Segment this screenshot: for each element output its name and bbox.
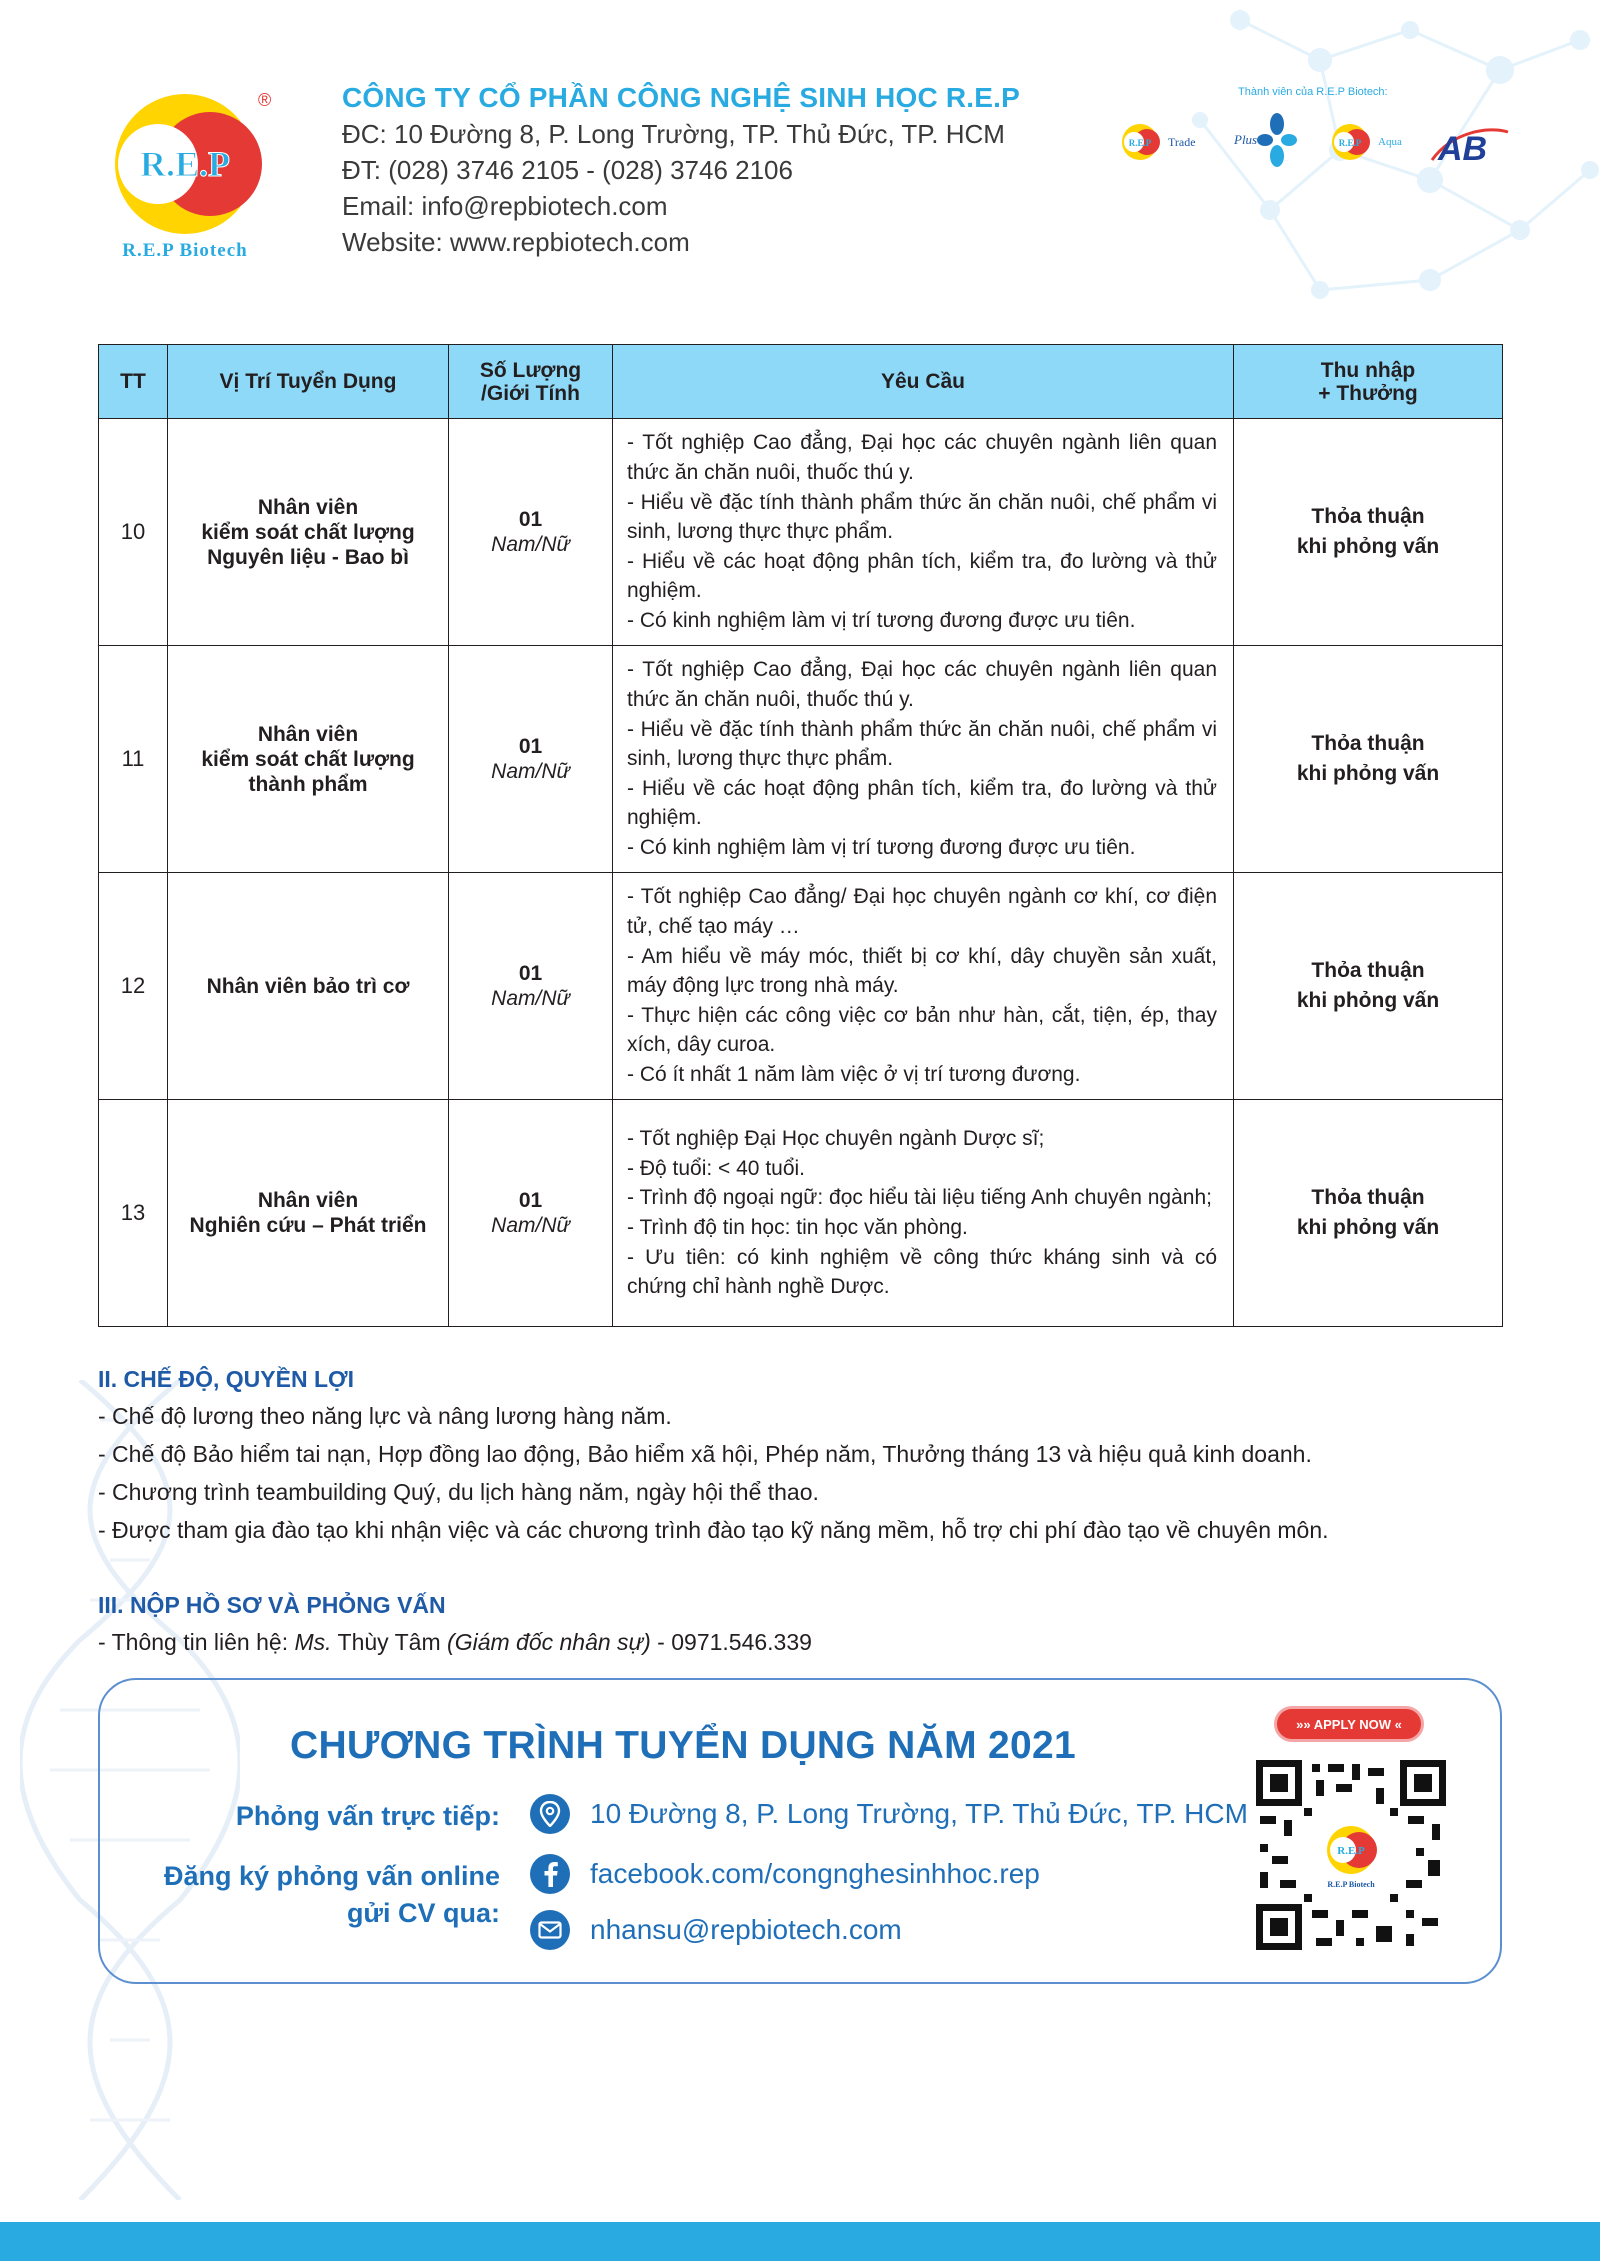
footer-bar [0, 2222, 1600, 2261]
header-quantity [449, 345, 613, 419]
row-pay [1234, 1100, 1503, 1327]
qr-caption: R.E.P Biotech [1327, 1880, 1375, 1889]
benefit-item: - Được tham gia đào tạo khi nhận việc và các chương trình đào tạo kỹ năng mềm, hỗ trợ chi phí đào tạo về chuyên môn. [98, 1517, 1329, 1543]
ab-logo-icon [1428, 126, 1512, 166]
member-rep-aqua [1328, 120, 1402, 164]
company-address: ĐC: 10 Đường 8, P. Long Trường, TP. Thủ Đức, TP. HCM [342, 119, 1005, 149]
position-line: Nhân viên [257, 495, 359, 519]
benefit-item: - Chế độ Bảo hiểm tai nạn, Hợp đồng lao động, Bảo hiểm xã hội, Phép năm, Thưởng tháng 13 và hiệu quả kinh doanh. [98, 1441, 1312, 1467]
row-requirements [613, 1100, 1234, 1327]
rep-trade-logo-icon [1118, 120, 1166, 164]
quantity-number: 01 [518, 735, 543, 758]
requirement-item: - Trình độ ngoại ngữ: đọc hiểu tài liệu tiếng Anh chuyên ngành; [627, 1186, 1212, 1210]
row-number: 10 [99, 419, 168, 646]
requirement-item: - Độ tuổi: < 40 tuổi. [627, 1156, 806, 1180]
pay-line: Thỏa thuận [1311, 1186, 1425, 1209]
row-quantity [449, 419, 613, 646]
quantity-gender: Nam/Nữ [491, 760, 570, 783]
company-phone: ĐT: (028) 3746 2105 - (028) 3746 2106 [342, 155, 793, 185]
header-quantity-line2: /Giới Tính [481, 381, 580, 405]
row-number: 12 [99, 873, 168, 1100]
interview-address: 10 Đường 8, P. Long Trường, TP. Thủ Đức, TP. HCM [590, 1798, 1248, 1829]
position-line: kiểm soát chất lượng [201, 520, 415, 544]
svg-text:R.E.P: R.E.P [1338, 138, 1362, 148]
logo-caption: R.E.P Biotech [122, 240, 248, 261]
online-interview-label [164, 1858, 500, 1932]
hr-email-link[interactable]: nhansu@repbiotech.com [590, 1914, 902, 1945]
facebook-link[interactable]: facebook.com/congnghesinhhoc.rep [590, 1858, 1040, 1889]
requirement-item: - Tốt nghiệp Cao đẳng/ Đại học chuyên ngành cơ khí, cơ điện tử, chế tạo máy … [627, 885, 1217, 939]
pay-line: khi phỏng vấn [1296, 989, 1440, 1012]
contact-phone[interactable]: - 0971.546.339 [650, 1629, 812, 1655]
application-section [98, 1592, 812, 1661]
quantity-gender: Nam/Nữ [491, 1214, 570, 1237]
quantity-number: 01 [518, 962, 543, 985]
contact-role: (Giám đốc nhân sự) [447, 1629, 651, 1655]
jobs-table [98, 344, 1503, 1327]
row-quantity [449, 873, 613, 1100]
requirement-item: - Tốt nghiệp Cao đẳng, Đại học các chuyên ngành liên quan thức ăn chăn nuôi, thuốc thú y. [627, 431, 1217, 485]
online-label-line2: gửi CV qua: [346, 1898, 500, 1928]
contact-info [98, 1623, 812, 1661]
email-row [530, 1910, 902, 1950]
pay-line: khi phỏng vấn [1296, 535, 1440, 558]
quantity-number: 01 [518, 1189, 543, 1212]
row-pay [1234, 646, 1503, 873]
logo-text: R.E.P [140, 144, 230, 184]
header-position: Vị Trí Tuyển Dụng [168, 345, 449, 419]
row-requirements [613, 646, 1234, 873]
header-pay [1234, 345, 1503, 419]
member-plus [1234, 112, 1297, 168]
member-companies [1118, 86, 1518, 186]
table-header-row [99, 345, 1503, 419]
pay-line: Thỏa thuận [1311, 959, 1425, 982]
position-line: Nhân viên [257, 1189, 359, 1212]
requirement-item: - Hiểu về các hoạt động phân tích, kiểm tra, đo lường và thử nghiệm. [627, 776, 1217, 830]
position-line: Nhân viên [257, 722, 359, 746]
position-line: Nguyên liệu - Bao bì [207, 545, 409, 569]
requirement-item: - Ưu tiên: có kinh nghiệm về công thức kháng sinh và có chứng chỉ hành nghề Dược. [627, 1245, 1217, 1299]
row-number: 13 [99, 1100, 168, 1327]
table-row [99, 646, 1503, 873]
requirement-item: - Tốt nghiệp Cao đẳng, Đại học các chuyên ngành liên quan thức ăn chăn nuôi, thuốc thú y. [627, 658, 1217, 712]
mail-icon [530, 1910, 570, 1950]
member-ab-label: AB [1438, 130, 1488, 166]
position-line: thành phẩm [248, 772, 368, 796]
pay-line: khi phỏng vấn [1296, 1216, 1440, 1239]
quantity-gender: Nam/Nữ [491, 533, 570, 556]
member-plus-label: Plus [1234, 132, 1258, 147]
company-website[interactable]: Website: www.repbiotech.com [342, 227, 690, 257]
member-aqua-label: Aqua [1378, 136, 1402, 148]
requirement-item: - Có kinh nghiệm làm vị trí tương đương được ưu tiên. [627, 608, 1136, 632]
position-line: Nghiên cứu – Phát triển [189, 1214, 427, 1237]
row-number: 11 [99, 646, 168, 873]
online-label-line1: Đăng ký phỏng vấn online [163, 1861, 500, 1891]
company-info [342, 82, 1020, 258]
rep-aqua-logo-icon [1328, 120, 1376, 164]
registered-mark: ® [258, 90, 272, 110]
requirement-item: - Hiểu về đặc tính thành phẩm thức ăn chăn nuôi, chế phẩm vi sinh, lương thực thực phẩm. [627, 490, 1217, 544]
requirement-item: - Tốt nghiệp Đại Học chuyên ngành Dược sĩ; [627, 1127, 1045, 1151]
requirement-item: - Có ít nhất 1 năm làm việc ở vị trí tương đương. [627, 1062, 1081, 1086]
table-row [99, 419, 1503, 646]
facebook-row [530, 1854, 1040, 1894]
facebook-icon [530, 1854, 570, 1894]
row-position [168, 646, 449, 873]
header-pay-line2: + Thưởng [1318, 381, 1418, 405]
row-position [168, 873, 449, 1100]
requirement-item: - Trình độ tin học: tin học văn phòng. [627, 1216, 968, 1239]
benefit-item: - Chế độ lương theo năng lực và nâng lương hàng năm. [98, 1403, 672, 1429]
row-position [168, 1100, 449, 1327]
company-email[interactable]: Email: info@repbiotech.com [342, 191, 668, 221]
application-title: III. NỘP HỒ SƠ VÀ PHỎNG VẤN [98, 1592, 446, 1618]
table-row [99, 1100, 1503, 1327]
requirement-item: - Hiểu về các hoạt động phân tích, kiểm tra, đo lường và thử nghiệm. [627, 549, 1217, 603]
header-requirements: Yêu Cầu [613, 345, 1234, 419]
contact-prefix: - Thông tin liên hệ: [98, 1629, 295, 1655]
direct-interview-label: Phỏng vấn trực tiếp: [235, 1801, 500, 1831]
position-line: kiểm soát chất lượng [201, 747, 415, 771]
contact-name: Thùy Tâm [331, 1629, 448, 1655]
position-line: Nhân viên bảo trì cơ [206, 974, 410, 998]
requirement-item: - Am hiểu về máy móc, thiết bị cơ khí, dây chuyền sản xuất, máy động lực trong nhà máy. [627, 944, 1217, 998]
row-position [168, 419, 449, 646]
row-pay [1234, 419, 1503, 646]
header-tt: TT [99, 345, 168, 419]
apply-now-button[interactable]: »» APPLY NOW « [1274, 1706, 1424, 1742]
qr-code[interactable] [1256, 1760, 1446, 1950]
plus-flower-icon [1257, 112, 1297, 168]
location-pin-icon [530, 1794, 570, 1834]
pay-line: Thỏa thuận [1311, 732, 1425, 755]
benefits-title: II. CHẾ ĐỘ, QUYỀN LỢI [98, 1366, 355, 1392]
qr-logo-text: R.E.P [1337, 1845, 1365, 1857]
quantity-gender: Nam/Nữ [491, 987, 570, 1010]
rep-biotech-logo [90, 84, 280, 264]
company-name: CÔNG TY CỔ PHẦN CÔNG NGHỆ SINH HỌC R.E.P [342, 82, 1020, 113]
contact-title: Ms. [294, 1629, 332, 1655]
recruitment-box [98, 1678, 1502, 1984]
benefit-item: - Chương trình teambuilding Quý, du lịch hàng năm, ngày hội thể thao. [98, 1479, 819, 1505]
requirement-item: - Hiểu về đặc tính thành phẩm thức ăn chăn nuôi, chế phẩm vi sinh, lương thực thực phẩm. [627, 717, 1217, 771]
row-quantity [449, 646, 613, 873]
table-row [99, 873, 1503, 1100]
member-rep-trade [1118, 120, 1196, 164]
requirement-item: - Có kinh nghiệm làm vị trí tương đương được ưu tiên. [627, 835, 1136, 859]
svg-text:R.E.P: R.E.P [1128, 138, 1152, 148]
row-requirements [613, 419, 1234, 646]
address-row [530, 1794, 1248, 1834]
pay-line: Thỏa thuận [1311, 505, 1425, 528]
row-requirements [613, 873, 1234, 1100]
row-pay [1234, 873, 1503, 1100]
header-quantity-line1: Số Lượng [479, 358, 582, 382]
benefits-section [98, 1366, 1329, 1549]
pay-line: khi phỏng vấn [1296, 762, 1440, 785]
member-trade-label: Trade [1168, 134, 1196, 149]
header-pay-line1: Thu nhập [1320, 358, 1416, 382]
requirement-item: - Thực hiện các công việc cơ bản như hàn, cắt, tiện, ép, thay xích, dây curoa. [627, 1003, 1217, 1057]
recruitment-title: CHƯƠNG TRÌNH TUYỂN DỤNG NĂM 2021 [290, 1724, 1076, 1767]
row-quantity [449, 1100, 613, 1327]
members-label: Thành viên của R.E.P Biotech: [1238, 86, 1388, 98]
quantity-number: 01 [518, 508, 543, 531]
